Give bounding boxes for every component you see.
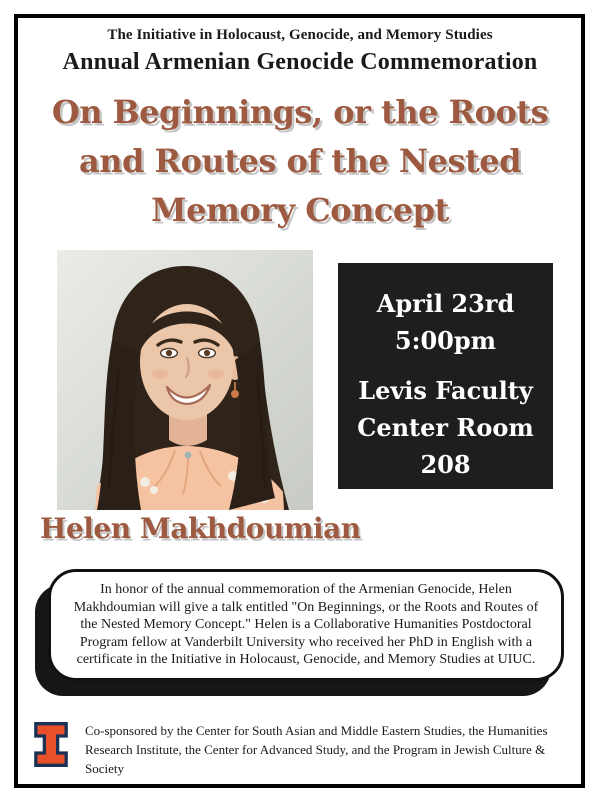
- talk-title-line-3: Memory Concept: [151, 191, 449, 229]
- abstract-text: In honor of the annual commemoration of the Armenian Genocide, Helen Makhdoumian will give a talk entitled "On Beginnings, or the Roots and Routes of the Nested Memory Concept." Helen is a Collaborative Humanities Postdoctoral Program fellow at Vanderbilt University who received her PhD in English with a certificate in the Initiative in Holocaust, Genocide, and Memory Studies at UIUC.: [73, 582, 539, 668]
- talk-title-line-1: On Beginnings, or the Roots: [51, 93, 549, 131]
- illinois-block-i-logo: [33, 720, 69, 769]
- block-i-icon: [33, 720, 69, 769]
- event-location-line-2: Center Room: [357, 413, 534, 442]
- event-date: April 23rd: [376, 289, 515, 318]
- speaker-portrait-illustration: [57, 250, 313, 510]
- sponsor-text: Co-sponsored by the Center for South Asian and Middle Eastern Studies, the Humanities Research Institute, the Center for Advanced Study, and the Program in Jewish Culture & Society: [85, 723, 548, 776]
- event-location-line-1: Levis Faculty: [358, 376, 533, 405]
- speaker-photo: [57, 250, 313, 510]
- event-details-box: [338, 263, 553, 489]
- talk-title-line-2: and Routes of the Nested: [79, 142, 521, 180]
- event-location-line-3: 208: [420, 450, 471, 479]
- speaker-name: Helen Makhdoumian: [40, 512, 361, 545]
- program-name: The Initiative in Holocaust, Genocide, and Memory Studies: [107, 27, 493, 43]
- event-time: 5:00pm: [394, 326, 497, 355]
- event-box-spacer: [338, 359, 553, 372]
- event-series-title: Annual Armenian Genocide Commemoration: [62, 49, 538, 75]
- talk-title: [0, 88, 600, 235]
- abstract-bubble: [48, 569, 564, 681]
